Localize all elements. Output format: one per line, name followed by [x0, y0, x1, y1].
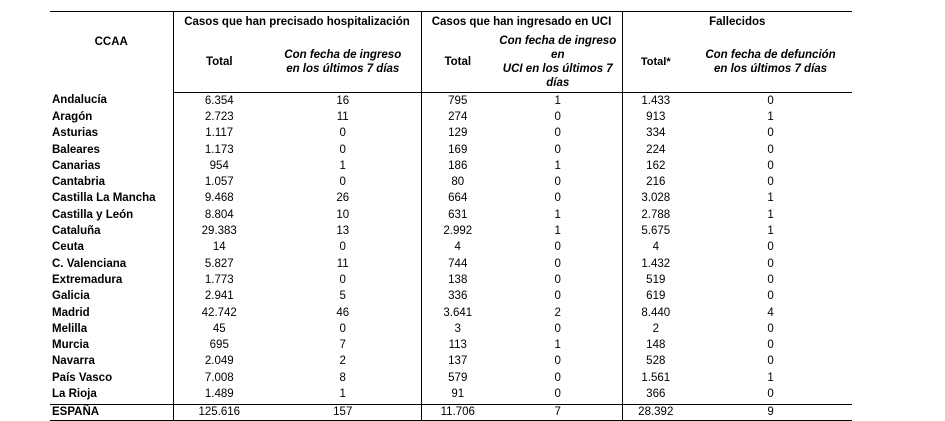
ccaa-name-cell: C. Valenciana — [52, 257, 127, 270]
uci-recent-cell: 0 — [554, 371, 561, 384]
hosp-recent-line1: Con fecha de ingreso — [284, 49, 402, 61]
ccaa-name-cell: Aragón — [52, 110, 93, 123]
ccaa-name-cell: Asturias — [52, 127, 99, 140]
hosp-total-cell: 1.173 — [173, 142, 265, 158]
table-body — [50, 93, 852, 421]
ccaa-name-cell: Castilla y León — [52, 208, 134, 221]
table-row — [50, 321, 852, 337]
fall-recent-cell: 4 — [767, 306, 774, 319]
hosp-recent-cell: 1 — [339, 159, 346, 172]
fall-total-cell: 334 — [622, 126, 689, 142]
fall-recent-cell: 1 — [767, 371, 774, 384]
group-header-fallecidos: Fallecidos — [622, 12, 852, 31]
ccaa-name-cell: Extremadura — [52, 273, 123, 286]
uci-recent-cell: 1 — [554, 339, 561, 352]
total-fall-recent-cell: 9 — [689, 404, 852, 420]
total-hosp-recent-cell: 157 — [265, 404, 421, 420]
table-row — [50, 142, 852, 158]
table-row — [50, 354, 852, 370]
hosp-total-cell: 1.057 — [173, 174, 265, 190]
fall-recent-cell: 0 — [767, 94, 774, 107]
hosp-recent-cell: 10 — [336, 208, 350, 221]
total-uci-recent-cell: 7 — [494, 404, 622, 420]
fall-recent-cell: 0 — [767, 127, 774, 140]
fall-recent-cell: 1 — [767, 110, 774, 123]
uci-recent-cell: 0 — [554, 273, 561, 286]
fall-total-cell: 366 — [622, 386, 689, 404]
uci-total-cell: 4 — [421, 240, 494, 256]
fall-recent-header — [689, 30, 852, 93]
hosp-total-cell: 29.383 — [173, 223, 265, 239]
uci-total-cell: 137 — [421, 354, 494, 370]
uci-total-cell: 80 — [421, 174, 494, 190]
hosp-recent-cell: 2 — [339, 355, 346, 368]
fall-recent-cell: 0 — [767, 339, 774, 352]
table-row — [50, 207, 852, 223]
uci-recent-cell: 0 — [554, 257, 561, 270]
fall-recent-cell: 1 — [767, 225, 774, 238]
uci-total-cell: 631 — [421, 207, 494, 223]
hosp-total-cell: 2.941 — [173, 289, 265, 305]
table-row — [50, 256, 852, 272]
hosp-recent-cell: 13 — [336, 225, 350, 238]
table-row — [50, 272, 852, 288]
fall-recent-cell: 0 — [767, 290, 774, 303]
uci-total-cell: 579 — [421, 370, 494, 386]
hosp-total-cell: 42.742 — [173, 305, 265, 321]
hosp-recent-cell: 5 — [339, 290, 346, 303]
hosp-recent-cell: 0 — [339, 143, 346, 156]
covid-summary-table — [50, 11, 852, 421]
hosp-recent-cell: 46 — [336, 306, 350, 319]
table-row — [50, 126, 852, 142]
total-uci-total-cell: 11.706 — [421, 404, 494, 420]
hosp-recent-cell: 0 — [339, 241, 346, 254]
uci-recent-cell: 1 — [554, 225, 561, 238]
ccaa-name-cell: Ceuta — [52, 241, 84, 254]
uci-total-cell: 664 — [421, 191, 494, 207]
ccaa-name-cell: Murcia — [52, 339, 90, 352]
fall-total-cell: 4 — [622, 240, 689, 256]
uci-recent-line2: UCI en los últimos 7 días — [502, 63, 613, 89]
ccaa-name-cell: Navarra — [52, 355, 95, 368]
hosp-total-cell: 2.723 — [173, 109, 265, 125]
hosp-recent-cell: 7 — [339, 339, 346, 352]
ccaa-name-cell: Baleares — [52, 143, 100, 156]
table-row — [50, 240, 852, 256]
uci-recent-cell: 0 — [554, 127, 561, 140]
fall-total-cell: 528 — [622, 354, 689, 370]
fall-total-cell: 224 — [622, 142, 689, 158]
fall-total-cell: 1.432 — [622, 256, 689, 272]
uci-total-cell: 138 — [421, 272, 494, 288]
uci-recent-cell: 0 — [554, 355, 561, 368]
uci-recent-cell: 0 — [554, 176, 561, 189]
hosp-total-cell: 695 — [173, 337, 265, 353]
hosp-total-cell: 6.354 — [173, 93, 265, 110]
uci-recent-cell: 1 — [554, 159, 561, 172]
uci-recent-cell: 0 — [554, 290, 561, 303]
hosp-recent-cell: 0 — [339, 273, 346, 286]
hosp-total-cell: 14 — [173, 240, 265, 256]
uci-total-cell: 169 — [421, 142, 494, 158]
fall-recent-cell: 0 — [767, 159, 774, 172]
table-row — [50, 191, 852, 207]
table-header — [50, 12, 852, 93]
ccaa-name-cell: La Rioja — [52, 387, 97, 400]
ccaa-header: CCAA — [50, 12, 173, 93]
group-header-hospitalizacion: Casos que han precisado hospitalización — [173, 12, 421, 31]
uci-total-cell: 91 — [421, 386, 494, 404]
uci-total-cell: 274 — [421, 109, 494, 125]
covid-table-container — [50, 11, 852, 421]
fall-total-cell: 3.028 — [622, 191, 689, 207]
uci-total-cell: 795 — [421, 93, 494, 110]
table-row — [50, 93, 852, 110]
ccaa-name-cell: Melilla — [52, 322, 88, 335]
hosp-total-cell: 1.773 — [173, 272, 265, 288]
table-row — [50, 174, 852, 190]
ccaa-name-cell: Cantabria — [52, 176, 106, 189]
hosp-recent-cell: 11 — [336, 110, 349, 123]
ccaa-name-cell: Andalucía — [52, 94, 107, 107]
uci-recent-cell: 1 — [554, 208, 561, 221]
total-ccaa-name-cell: ESPAÑA — [50, 404, 173, 420]
fall-recent-cell: 0 — [767, 355, 774, 368]
uci-recent-cell: 0 — [554, 110, 561, 123]
uci-recent-cell: 0 — [554, 241, 561, 254]
table-row — [50, 386, 852, 404]
uci-recent-header — [494, 30, 622, 93]
fall-recent-cell: 1 — [767, 208, 774, 221]
fall-total-cell: 148 — [622, 337, 689, 353]
table-row — [50, 158, 852, 174]
fall-recent-line1: Con fecha de defunción — [705, 49, 836, 61]
hosp-recent-cell: 16 — [336, 94, 350, 107]
ccaa-name-cell: Madrid — [52, 306, 90, 319]
fall-total-cell: 913 — [622, 109, 689, 125]
fall-recent-cell: 0 — [767, 241, 774, 254]
fall-total-cell: 5.675 — [622, 223, 689, 239]
uci-total-cell: 2.992 — [421, 223, 494, 239]
hosp-recent-cell: 0 — [339, 176, 346, 189]
fall-total-cell: 216 — [622, 174, 689, 190]
fall-recent-cell: 0 — [767, 387, 774, 400]
fall-total-cell: 519 — [622, 272, 689, 288]
fall-total-cell: 162 — [622, 158, 689, 174]
hosp-recent-cell: 26 — [336, 192, 350, 205]
uci-total-cell: 3 — [421, 321, 494, 337]
hosp-recent-cell: 1 — [339, 387, 346, 400]
hosp-recent-line2: en los últimos 7 días — [286, 63, 400, 75]
ccaa-name-cell: Castilla La Mancha — [52, 192, 156, 205]
uci-total-cell: 744 — [421, 256, 494, 272]
table-row — [50, 289, 852, 305]
table-row — [50, 337, 852, 353]
uci-total-cell: 3.641 — [421, 305, 494, 321]
fall-total-header: Total* — [622, 30, 689, 93]
hosp-total-cell: 5.827 — [173, 256, 265, 272]
uci-total-cell: 113 — [421, 337, 494, 353]
fall-total-cell: 2 — [622, 321, 689, 337]
fall-recent-cell: 0 — [767, 322, 774, 335]
hosp-recent-cell: 0 — [339, 127, 346, 140]
table-row — [50, 370, 852, 386]
total-fall-total-cell: 28.392 — [622, 404, 689, 420]
fall-recent-cell: 0 — [767, 273, 774, 286]
hosp-recent-header — [265, 30, 421, 93]
uci-recent-cell: 0 — [554, 387, 561, 400]
hosp-total-cell: 9.468 — [173, 191, 265, 207]
uci-recent-cell: 0 — [554, 322, 561, 335]
hosp-total-cell: 45 — [173, 321, 265, 337]
ccaa-name-cell: Canarias — [52, 159, 101, 172]
uci-total-cell: 129 — [421, 126, 494, 142]
hosp-total-cell: 7.008 — [173, 370, 265, 386]
fall-total-cell: 1.433 — [622, 93, 689, 110]
fall-recent-line2: en los últimos 7 días — [713, 63, 828, 75]
uci-recent-cell: 1 — [554, 94, 561, 107]
hosp-total-cell: 954 — [173, 158, 265, 174]
total-hosp-total-cell: 125.616 — [173, 404, 265, 420]
uci-recent-cell: 0 — [554, 192, 561, 205]
fall-recent-cell: 0 — [767, 143, 774, 156]
uci-total-header: Total — [421, 30, 494, 93]
fall-total-cell: 8.440 — [622, 305, 689, 321]
total-row — [50, 404, 852, 420]
hosp-recent-cell: 11 — [336, 257, 349, 270]
uci-recent-cell: 2 — [554, 306, 561, 319]
ccaa-name-cell: Cataluña — [52, 225, 101, 238]
fall-total-cell: 1.561 — [622, 370, 689, 386]
uci-total-cell: 336 — [421, 289, 494, 305]
hosp-total-cell: 1.489 — [173, 386, 265, 404]
ccaa-name-cell: Galicia — [52, 290, 90, 303]
table-row — [50, 109, 852, 125]
fall-recent-cell: 0 — [767, 176, 774, 189]
table-row — [50, 305, 852, 321]
hosp-total-cell: 8.804 — [173, 207, 265, 223]
ccaa-name-cell: País Vasco — [52, 371, 113, 384]
table-row — [50, 223, 852, 239]
fall-total-cell: 2.788 — [622, 207, 689, 223]
hosp-total-cell: 1.117 — [173, 126, 265, 142]
fall-recent-cell: 1 — [767, 192, 774, 205]
hosp-recent-cell: 0 — [339, 322, 346, 335]
fall-recent-cell: 0 — [767, 257, 774, 270]
hosp-recent-cell: 8 — [339, 371, 346, 384]
hosp-total-header: Total — [173, 30, 265, 93]
fall-total-cell: 619 — [622, 289, 689, 305]
group-header-uci: Casos que han ingresado en UCI — [421, 12, 622, 31]
hosp-total-cell: 2.049 — [173, 354, 265, 370]
uci-recent-cell: 0 — [554, 143, 561, 156]
uci-total-cell: 186 — [421, 158, 494, 174]
uci-recent-line1: Con fecha de ingreso en — [499, 35, 617, 61]
